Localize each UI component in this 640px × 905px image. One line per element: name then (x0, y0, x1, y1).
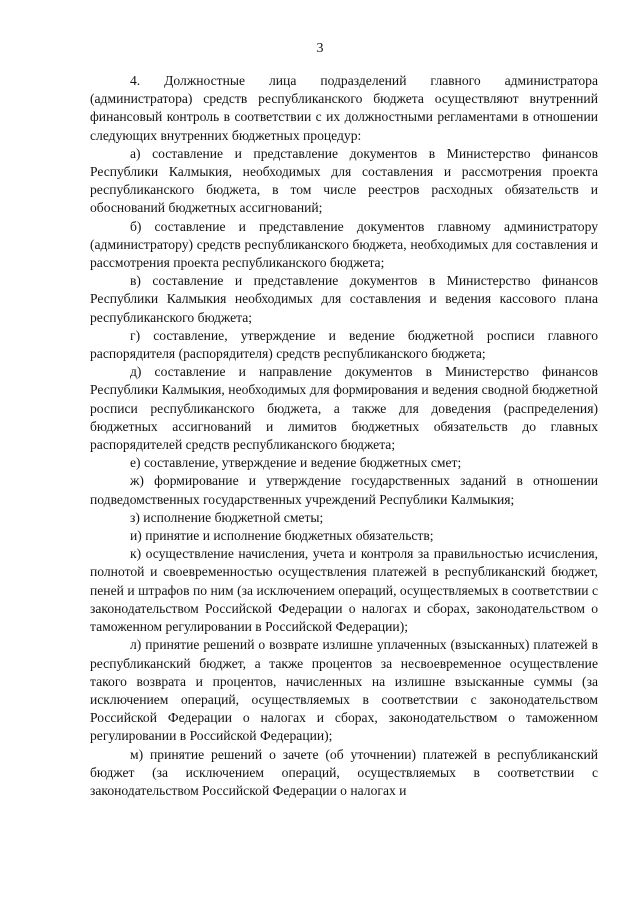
list-item-b: б) составление и представление документов главному администратору (администратору) средств республиканского бюджета, необходимых для составления и рассмотрения проекта республиканского бюджета; (90, 218, 598, 271)
list-item-a: а) составление и представление документов в Министерство финансов Республики Калмыкия, необходимых для составления и рассмотрения проекта республиканского бюджета, в том числе реестров расходных обязательств и обоснований бюджетных ассигнований; (90, 145, 598, 216)
list-item-v: в) составление и представление документов в Министерство финансов Республики Калмыкия необходимых для составления и ведения кассового плана республиканского бюджета; (90, 273, 598, 325)
paragraph-4-intro: 4. Должностные лица подразделений главного администратора (администратора) средств республиканского бюджета осуществляют внутренний финансовый контроль в соответствии с их должностными регламентами в отношении следующих внутренних бюджетных процедур: (90, 73, 598, 143)
list-item-zh: ж) формирование и утверждение государственных заданий в отношении подведомственных государственных учреждений Республики Калмыкия; (90, 473, 598, 507)
list-item-l: л) принятие решений о возврате излишне уплаченных (взысканных) платежей в республиканский бюджет, а также процентов за несвоевременное осуществление такого возврата и процентов, начисленных на излишне взысканные суммы (за исключением операций, осуществляемых в соответствии с законодательством Российской Федерации о налогах и сборах, законодательством о таможенном регулировании в Российской Федерации); (90, 637, 598, 744)
list-item-g: г) составление, утверждение и ведение бюджетной росписи главного распорядителя (распорядителя) средств республиканского бюджета; (90, 327, 598, 362)
list-item-k: к) осуществление начисления, учета и контроля за правильностью исчисления, полнотой и своевременностью осуществления платежей в республиканский бюджет, пеней и штрафов по ним (за исключением операций, осуществляемых в соответствии с законодательством Российской Федерации о налогах и сборах, законодательством о таможенном регулировании в Российской Федерации); (90, 546, 598, 635)
list-item-m: м) принятие решений о зачете (об уточнении) платежей в республиканский бюджет (за исключением операций, осуществляемых в соответствии с законодательством Российской Федерации о налогах и (90, 746, 598, 798)
document-body (90, 72, 598, 800)
page-number: 3 (316, 41, 324, 56)
list-item-e: е) составление, утверждение и ведение бюджетных смет; (130, 455, 462, 471)
list-item-d: д) составление и направление документов в Министерство финансов Республики Калмыкия, необходимых для формирования и ведения сводной бюджетной росписи республиканского бюджета, а также для доведения (распределения) бюджетных ассигнований и лимитов бюджетных обязательств до главных распорядителей средств республиканского бюджета; (90, 364, 598, 453)
list-item-i: и) принятие и исполнение бюджетных обязательств; (130, 528, 434, 544)
list-item-z: з) исполнение бюджетной сметы; (130, 509, 324, 525)
